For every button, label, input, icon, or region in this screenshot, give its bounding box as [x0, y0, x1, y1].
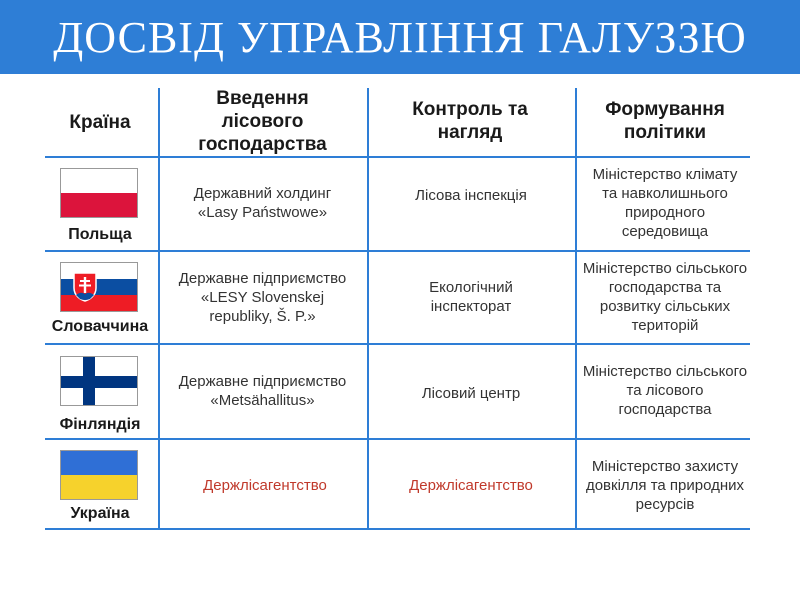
- row-divider: [45, 156, 750, 158]
- row-divider: [45, 438, 750, 440]
- header-country: Країна: [69, 111, 131, 133]
- control-cell: Держлісагентство: [409, 476, 533, 494]
- header-forestry: Введення лісового господарства: [198, 87, 327, 155]
- slovakia-flag: [60, 262, 138, 312]
- policy-cell: Міністерство сільського та лісового господарства: [582, 362, 748, 418]
- header-control: Контроль та нагляд: [412, 99, 528, 143]
- ukraine-flag: [60, 450, 138, 500]
- forestry-cell: Державне підприємство «Metsähallitus»: [178, 373, 347, 409]
- row-divider: [45, 250, 750, 252]
- forestry-cell: Держлісагентство: [203, 476, 327, 494]
- control-cell: Лісовий центр: [421, 384, 521, 402]
- row-divider: [45, 528, 750, 530]
- forestry-cell: Державне підприємство «LESY Slovenskej republiky, Š. P.»: [178, 269, 347, 325]
- title-bar: [0, 0, 800, 74]
- row-divider: [45, 343, 750, 345]
- country-name: Польща: [68, 226, 132, 243]
- control-cell: Лісова інспекція: [415, 186, 527, 204]
- finland-flag: [60, 356, 138, 406]
- control-cell: Екологічний інспекторат: [429, 279, 513, 315]
- column-divider: [575, 88, 577, 530]
- slovakia-coat-of-arms-icon: [73, 272, 97, 302]
- policy-cell: Міністерство клімату та навколишнього природного середовища: [592, 166, 738, 240]
- header-policy: Формування політики: [605, 99, 725, 143]
- poland-flag: [60, 168, 138, 218]
- policy-cell: Міністерство захисту довкілля та природних ресурсів: [585, 457, 745, 513]
- country-name: Словаччина: [51, 318, 149, 335]
- policy-cell: Міністерство сільського господарства та розвитку сільських територій: [582, 260, 748, 334]
- column-divider: [367, 88, 369, 530]
- forestry-cell: Державний холдинг «Lasy Państwowe»: [193, 185, 332, 221]
- column-divider: [158, 88, 160, 530]
- page-title: ДОСВІД УПРАВЛІННЯ ГАЛУЗЗЮ: [53, 12, 747, 62]
- country-name: Україна: [70, 505, 130, 522]
- country-name: Фінляндія: [59, 416, 141, 433]
